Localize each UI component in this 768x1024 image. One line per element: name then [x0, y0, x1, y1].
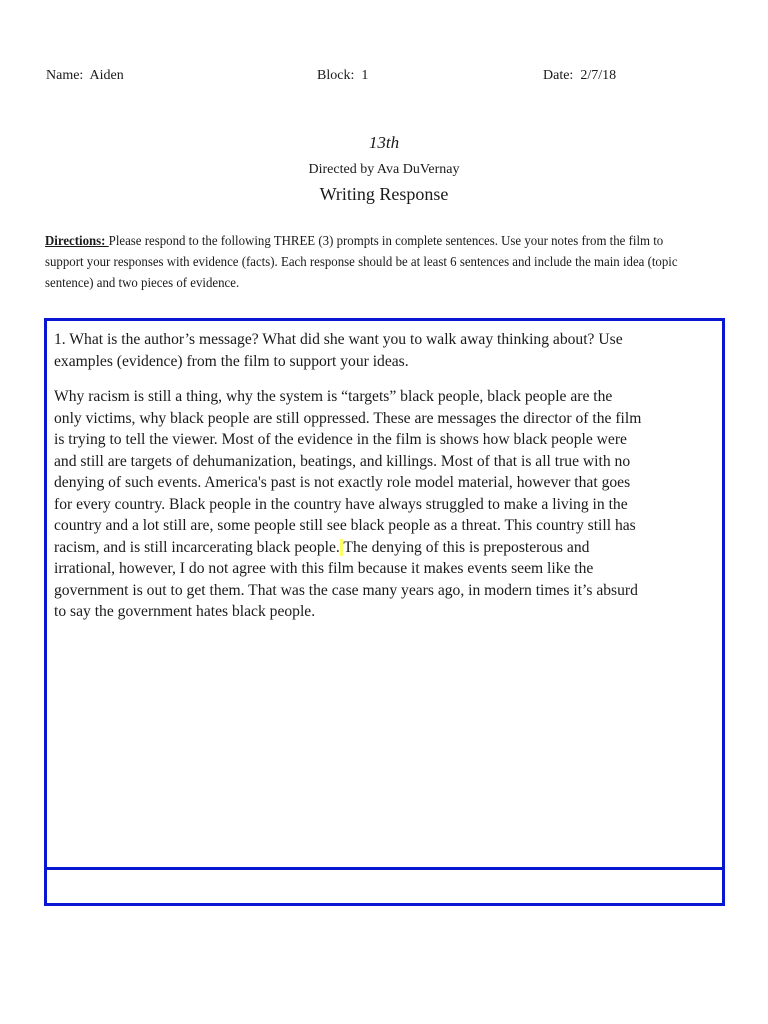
directions-label: Directions:	[45, 233, 109, 248]
directions-text: Please respond to the following THREE (3) prompts in complete sentences. Use your notes from the film to support your responses with evidence (facts). Each response should be at least 6 sentences and include the main idea (topic sentence) and two pieces of evidence.	[45, 233, 678, 290]
answer-paragraph	[54, 386, 716, 623]
response-box[interactable]	[44, 318, 725, 870]
answer-text-part-2: The denying of this is preposterous and irrational, however, I do not agree with this film because it makes events seem like the government is out to get them. That was the case many years ago, in modern times it’s absurd to say the government hates black people.	[54, 538, 638, 620]
empty-response-box[interactable]	[44, 867, 725, 906]
student-name: Name: Aiden	[46, 68, 124, 83]
response-content	[54, 329, 716, 623]
date: Date: 2/7/18	[543, 68, 617, 83]
prompt-question: 1. What is the author’s message? What did she want you to walk away thinking about? Use examples (evidence) from the film to support your ideas.	[54, 331, 623, 370]
film-title: 13th	[368, 133, 400, 152]
answer-text-part-1: Why racism is still a thing, why the system is “targets” black people, black people are the only victims, why black people are still oppressed. These are messages the director of the film is trying to tell the viewer. Most of the evidence in the film is shows how black people were and still are targets of dehumanization, beatings, and killings. Most of that is all true with no denying of such events. America's past is not exactly role model material, however that goes for every country. Black people in the country have always struggled to make a living in the country and a lot still are, some people still see black people as a threat. This country still has racism, and is still incarcerating black people.	[54, 388, 642, 556]
film-director: Directed by Ava DuVernay	[308, 162, 460, 177]
directions-paragraph	[45, 230, 698, 293]
block-number: Block: 1	[317, 68, 369, 83]
page-heading: Writing Response	[319, 184, 449, 204]
